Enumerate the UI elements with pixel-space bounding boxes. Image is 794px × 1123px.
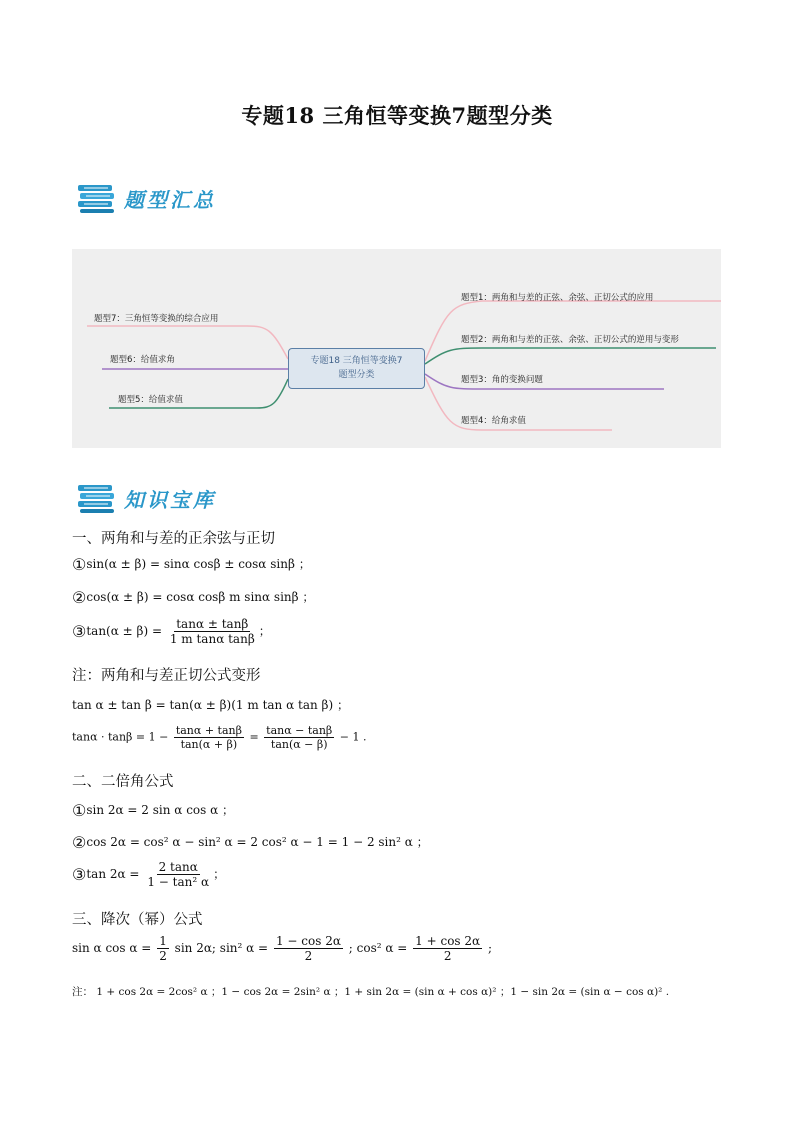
- formula-tan-transform-1: tan α ± tan β = tan(α ± β)(1 m tan α tan β) ；: [72, 698, 349, 712]
- books-icon: [76, 482, 116, 514]
- heading-double-angle: 二、二倍角公式: [72, 774, 174, 790]
- mindmap-center-node: [288, 348, 425, 389]
- formula-power-reduction: sin α cos α = $\frac{1}{2}$ sin 2α; sin² α = $\frac{1 - \cos 2\alpha}{2}$ ; cos² α = $\frac{1 + \cos 2\alpha}{2}$ ;: [72, 934, 493, 963]
- formula-tan-sum: ③tan(α ± β) = $\frac{\tan\alpha \pm \tan\beta}{\text{1 m tanα tanβ}}$ ；: [72, 617, 271, 646]
- section-label: 知识宝库: [124, 487, 216, 512]
- note-tan-transform: 注：两角和与差正切公式变形: [72, 668, 261, 684]
- mindmap-node-6: 题型6：给值求角: [110, 355, 175, 365]
- note-power-reduction: 注： 1 + cos 2α = 2cos² α ；1 − cos 2α = 2sin² α ；1 + sin 2α = (sin α + cos α)² ；1 − sin 2α = (sin α − cos α)² .: [72, 986, 670, 998]
- formula-tan-double: ③tan 2α = $\frac{2 \tan\alpha}{\text{1 − tan² α}}$ ；: [72, 860, 226, 889]
- mindmap-node-3: 题型3：角的变换问题: [461, 375, 543, 385]
- heading-sum-diff: 一、两角和与差的正余弦与正切: [72, 531, 275, 547]
- mindmap-node-5: 题型5：给值求值: [118, 395, 183, 405]
- formula-tan-transform-2: tanα · tanβ = 1 − $\frac{\tan\alpha + \tan\beta}{\tan(\alpha + \beta)}$ = $\frac{\tan\alpha - \tan\beta}{\tan(\alpha - \beta)}$ − 1 .: [72, 724, 367, 751]
- mindmap-node-2: 题型2：两角和与差的正弦、余弦、正切公式的逆用与变形: [461, 335, 679, 345]
- mindmap-node-4: 题型4：给角求值: [461, 416, 526, 426]
- section-header-knowledge: [76, 482, 216, 514]
- formula-cos-double: ②cos 2α = cos² α − sin² α = 2 cos² α − 1 = 1 − 2 sin² α ；: [72, 833, 429, 852]
- mindmap-node-7: 题型7：三角恒等变换的综合应用: [94, 314, 219, 324]
- mindmap-node-1: 题型1：两角和与差的正弦、余弦、正切公式的应用: [461, 293, 654, 303]
- section-header-summary: [76, 182, 216, 214]
- section-label: 题型汇总: [124, 187, 216, 212]
- formula-sin-double: ①sin 2α = 2 sin α cos α ；: [72, 801, 235, 820]
- center-line-1: 专题18 三角恒等变换7: [310, 356, 403, 366]
- heading-power-reduction: 三、降次（幂）公式: [72, 912, 203, 928]
- center-line-2: 题型分类: [338, 370, 375, 380]
- formula-cos-sum: ②cos(α ± β) = cosα cosβ m sinα sinβ ；: [72, 588, 315, 607]
- formula-sin-sum: ①sin(α ± β) = sinα cosβ ± cosα sinβ ；: [72, 555, 311, 574]
- books-icon: [76, 182, 116, 214]
- mindmap: [72, 249, 721, 448]
- page-title: 专题18 三角恒等变换7题型分类: [241, 103, 553, 128]
